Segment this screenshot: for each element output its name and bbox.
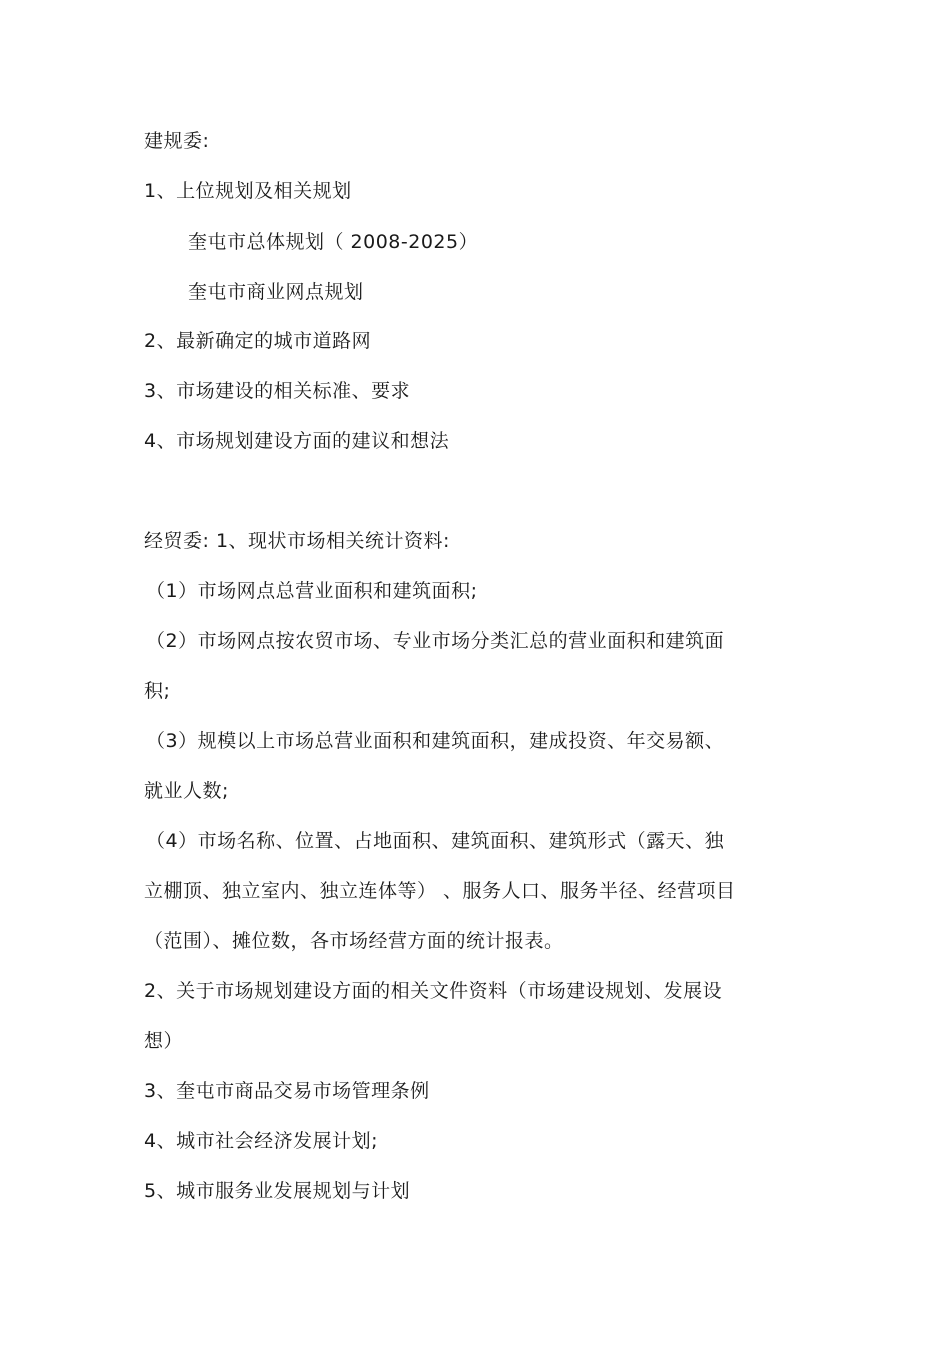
paragraph-line: 就业人数; bbox=[144, 780, 229, 802]
paragraph-line: （1）市场网点总营业面积和建筑面积; bbox=[146, 580, 478, 602]
section-heading-jingmaowei: 经贸委: 1、现状市场相关统计资料: bbox=[144, 530, 450, 552]
list-item: 5、城市服务业发展规划与计划 bbox=[144, 1180, 411, 1202]
list-item: 1、上位规划及相关规划 bbox=[144, 180, 352, 202]
list-item: 3、市场建设的相关标准、要求 bbox=[144, 380, 411, 402]
list-item-continuation: 想） bbox=[144, 1030, 184, 1052]
paragraph-line: 立棚顶、独立室内、独立连体等） 、服务人口、服务半径、经营项目 bbox=[144, 880, 736, 902]
paragraph-line: 积; bbox=[144, 680, 171, 702]
sub-list-item: 奎屯市总体规划（ 2008-2025） bbox=[188, 231, 479, 253]
list-item: 4、市场规划建设方面的建议和想法 bbox=[144, 430, 450, 452]
paragraph-line: （4）市场名称、位置、占地面积、建筑面积、建筑形式（露天、独 bbox=[146, 830, 725, 852]
list-item: 4、城市社会经济发展计划; bbox=[144, 1130, 378, 1152]
paragraph-line: （2）市场网点按农贸市场、专业市场分类汇总的营业面积和建筑面 bbox=[146, 630, 725, 652]
paragraph-line: （3）规模以上市场总营业面积和建筑面积，建成投资、年交易额、 bbox=[146, 730, 725, 752]
list-item: 2、关于市场规划建设方面的相关文件资料（市场建设规划、发展设 bbox=[144, 980, 723, 1002]
list-item: 2、最新确定的城市道路网 bbox=[144, 330, 372, 352]
list-item: 3、奎屯市商品交易市场管理条例 bbox=[144, 1080, 430, 1102]
paragraph-line: （范围）、摊位数，各市场经营方面的统计报表。 bbox=[144, 930, 564, 952]
section-heading-jianguiwei: 建规委: bbox=[144, 130, 210, 152]
sub-list-item: 奎屯市商业网点规划 bbox=[188, 281, 364, 303]
